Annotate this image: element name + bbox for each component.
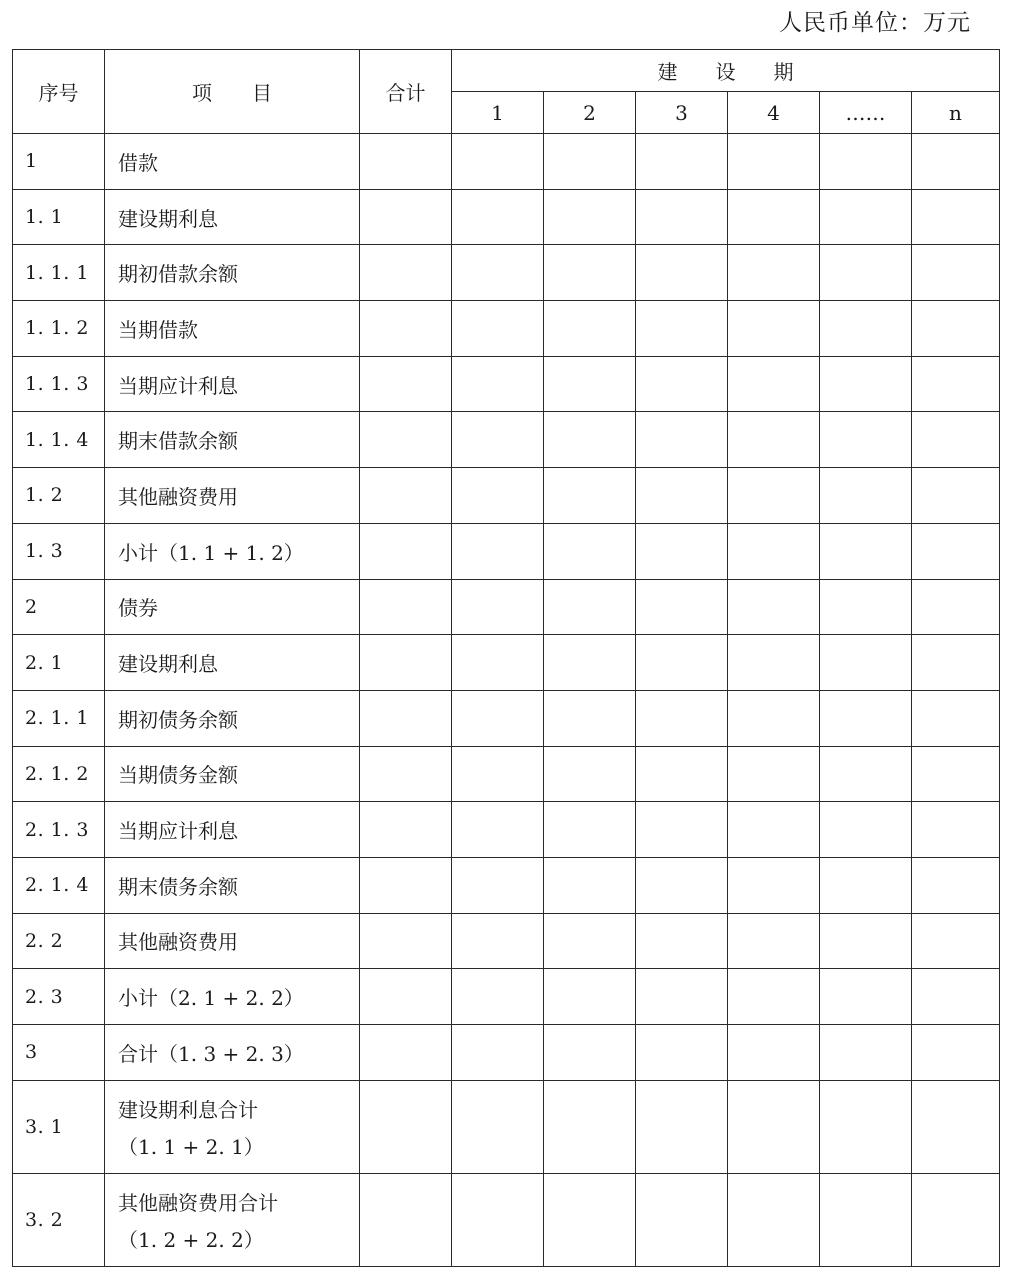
row-item-label: 债券 — [118, 596, 158, 621]
period-cell — [912, 1080, 1000, 1173]
period-cell — [912, 412, 1000, 468]
row-number: 3. 2 — [13, 1173, 105, 1266]
table-row — [13, 690, 1000, 746]
row-item — [105, 468, 360, 524]
row-item — [105, 857, 360, 913]
period-cell — [452, 579, 544, 635]
period-cell — [636, 746, 728, 802]
period-cell — [728, 1080, 820, 1173]
row-item-label: 期初债务余额 — [118, 707, 238, 732]
period-cell — [636, 802, 728, 858]
period-cell — [544, 134, 636, 190]
row-item — [105, 690, 360, 746]
header-period-2: 2 — [544, 92, 636, 134]
period-cell — [912, 468, 1000, 524]
period-cell — [912, 1025, 1000, 1081]
row-item — [105, 579, 360, 635]
table-row — [13, 802, 1000, 858]
period-cell — [912, 802, 1000, 858]
period-cell — [636, 356, 728, 412]
row-item — [105, 635, 360, 691]
period-cell — [912, 969, 1000, 1025]
total-cell — [360, 635, 452, 691]
row-number: 2. 1. 1 — [13, 690, 105, 746]
total-cell — [360, 746, 452, 802]
period-cell — [728, 1173, 820, 1266]
period-cell — [820, 635, 912, 691]
period-cell — [728, 802, 820, 858]
period-cell — [452, 746, 544, 802]
period-cell — [452, 857, 544, 913]
period-cell — [912, 690, 1000, 746]
period-cell — [728, 579, 820, 635]
row-item-label: 建设期利息 — [118, 206, 218, 231]
period-cell — [452, 356, 544, 412]
period-cell — [820, 579, 912, 635]
period-cell — [452, 523, 544, 579]
row-item — [105, 301, 360, 357]
period-cell — [820, 690, 912, 746]
total-cell — [360, 913, 452, 969]
period-cell — [544, 245, 636, 301]
period-cell — [820, 746, 912, 802]
unit-label: 人民币单位：万元 — [779, 10, 971, 36]
table-row — [13, 523, 1000, 579]
total-cell — [360, 134, 452, 190]
row-item-label: 当期借款 — [118, 317, 198, 342]
header-period: 建设期 — [452, 50, 1000, 92]
period-cell — [912, 635, 1000, 691]
row-item — [105, 189, 360, 245]
period-cell — [728, 635, 820, 691]
table-row — [13, 635, 1000, 691]
row-item-label: 其他融资费用 — [118, 484, 238, 509]
period-cell — [820, 245, 912, 301]
period-cell — [728, 301, 820, 357]
total-cell — [360, 245, 452, 301]
period-cell — [544, 523, 636, 579]
period-cell — [728, 356, 820, 412]
row-item-label: 期初借款余额 — [118, 262, 238, 287]
row-number: 2. 1. 3 — [13, 802, 105, 858]
period-cell — [820, 1173, 912, 1266]
period-cell — [820, 301, 912, 357]
period-cell — [820, 523, 912, 579]
period-cell — [452, 1025, 544, 1081]
period-cell — [544, 189, 636, 245]
table-row — [13, 1080, 1000, 1173]
period-cell — [452, 913, 544, 969]
table-row — [13, 134, 1000, 190]
period-cell — [544, 301, 636, 357]
row-item-label: 期末借款余额 — [118, 429, 238, 454]
row-number: 1. 1. 4 — [13, 412, 105, 468]
period-cell — [820, 857, 912, 913]
row-item-label: 其他融资费用合计 — [118, 1190, 278, 1215]
row-item — [105, 1025, 360, 1081]
header-seq: 序号 — [13, 50, 105, 134]
period-cell — [636, 245, 728, 301]
period-cell — [544, 635, 636, 691]
period-cell — [912, 913, 1000, 969]
period-cell — [912, 746, 1000, 802]
table-row — [13, 245, 1000, 301]
period-cell — [636, 1080, 728, 1173]
row-number: 1. 3 — [13, 523, 105, 579]
period-cell — [912, 134, 1000, 190]
table-row — [13, 468, 1000, 524]
table-row — [13, 1025, 1000, 1081]
period-cell — [452, 1080, 544, 1173]
total-cell — [360, 189, 452, 245]
row-item — [105, 746, 360, 802]
row-number: 1 — [13, 134, 105, 190]
row-item-label-line2: （1. 1 + 2. 1） — [118, 1134, 264, 1159]
period-cell — [820, 468, 912, 524]
period-cell — [820, 1080, 912, 1173]
period-cell — [728, 690, 820, 746]
header-period-ellipsis: …… — [820, 92, 912, 134]
row-item-label: 当期应计利息 — [118, 819, 238, 844]
table-row — [13, 579, 1000, 635]
row-item-label: 借款 — [118, 150, 158, 175]
period-cell — [912, 189, 1000, 245]
header-item: 项 目 — [105, 50, 360, 134]
period-cell — [820, 134, 912, 190]
period-cell — [636, 301, 728, 357]
period-cell — [544, 913, 636, 969]
period-cell — [728, 523, 820, 579]
total-cell — [360, 301, 452, 357]
row-item-label: 期末债务余额 — [118, 874, 238, 899]
period-cell — [728, 245, 820, 301]
total-cell — [360, 969, 452, 1025]
row-number: 2. 1. 4 — [13, 857, 105, 913]
period-cell — [544, 802, 636, 858]
row-item — [105, 913, 360, 969]
total-cell — [360, 802, 452, 858]
row-item-label: 小计（1. 1 + 1. 2） — [118, 540, 304, 565]
table-row — [13, 1173, 1000, 1266]
period-cell — [544, 1173, 636, 1266]
row-number: 2. 3 — [13, 969, 105, 1025]
period-cell — [452, 969, 544, 1025]
period-cell — [452, 245, 544, 301]
interest-table — [12, 49, 1000, 1267]
table-row — [13, 189, 1000, 245]
total-cell — [360, 579, 452, 635]
period-cell — [912, 301, 1000, 357]
period-cell — [636, 189, 728, 245]
period-cell — [820, 969, 912, 1025]
row-item-label: 建设期利息合计 — [118, 1097, 258, 1122]
period-cell — [636, 1025, 728, 1081]
row-item-label-line2: （1. 2 + 2. 2） — [118, 1227, 264, 1252]
period-cell — [544, 579, 636, 635]
total-cell — [360, 1173, 452, 1266]
row-item-label: 小计（2. 1 + 2. 2） — [118, 986, 304, 1011]
period-cell — [636, 913, 728, 969]
row-number: 2. 2 — [13, 913, 105, 969]
table-row — [13, 301, 1000, 357]
row-number: 2. 1 — [13, 635, 105, 691]
period-cell — [728, 746, 820, 802]
period-cell — [636, 1173, 728, 1266]
row-item-label: 当期应计利息 — [118, 373, 238, 398]
period-cell — [636, 579, 728, 635]
table-row — [13, 857, 1000, 913]
row-item — [105, 802, 360, 858]
table-row — [13, 969, 1000, 1025]
row-item — [105, 412, 360, 468]
period-cell — [636, 523, 728, 579]
total-cell — [360, 1080, 452, 1173]
row-item — [105, 969, 360, 1025]
period-cell — [912, 523, 1000, 579]
period-cell — [636, 690, 728, 746]
period-cell — [452, 1173, 544, 1266]
row-number: 2 — [13, 579, 105, 635]
period-cell — [452, 635, 544, 691]
row-item — [105, 356, 360, 412]
period-cell — [544, 969, 636, 1025]
table-row — [13, 913, 1000, 969]
period-cell — [728, 913, 820, 969]
period-cell — [452, 189, 544, 245]
row-number: 3 — [13, 1025, 105, 1081]
header-total: 合计 — [360, 50, 452, 134]
row-number: 1. 1. 3 — [13, 356, 105, 412]
period-cell — [452, 468, 544, 524]
period-cell — [544, 1080, 636, 1173]
period-cell — [728, 969, 820, 1025]
period-cell — [544, 746, 636, 802]
period-cell — [728, 412, 820, 468]
period-cell — [728, 857, 820, 913]
period-cell — [820, 802, 912, 858]
period-cell — [544, 412, 636, 468]
period-cell — [452, 690, 544, 746]
row-item — [105, 523, 360, 579]
period-cell — [820, 913, 912, 969]
table-row — [13, 412, 1000, 468]
period-cell — [912, 356, 1000, 412]
period-cell — [912, 857, 1000, 913]
period-cell — [820, 356, 912, 412]
period-cell — [912, 579, 1000, 635]
table-body — [13, 134, 1000, 1267]
period-cell — [544, 1025, 636, 1081]
period-cell — [544, 857, 636, 913]
period-cell — [820, 1025, 912, 1081]
period-cell — [452, 412, 544, 468]
row-number: 2. 1. 2 — [13, 746, 105, 802]
period-cell — [636, 134, 728, 190]
row-item-label: 合计（1. 3 + 2. 3） — [118, 1041, 304, 1066]
total-cell — [360, 857, 452, 913]
period-cell — [544, 356, 636, 412]
row-item — [105, 134, 360, 190]
table-row — [13, 356, 1000, 412]
period-cell — [728, 468, 820, 524]
row-number: 3. 1 — [13, 1080, 105, 1173]
table-row — [13, 746, 1000, 802]
period-cell — [636, 412, 728, 468]
period-cell — [452, 301, 544, 357]
period-cell — [544, 690, 636, 746]
total-cell — [360, 690, 452, 746]
total-cell — [360, 523, 452, 579]
period-cell — [912, 1173, 1000, 1266]
period-cell — [452, 134, 544, 190]
total-cell — [360, 468, 452, 524]
period-cell — [452, 802, 544, 858]
period-cell — [544, 468, 636, 524]
total-cell — [360, 412, 452, 468]
row-item-label: 其他融资费用 — [118, 930, 238, 955]
row-number: 1. 1. 2 — [13, 301, 105, 357]
period-cell — [820, 412, 912, 468]
row-item-label: 建设期利息 — [118, 652, 218, 677]
row-number: 1. 1. 1 — [13, 245, 105, 301]
row-item-label: 当期债务金额 — [118, 763, 238, 788]
period-cell — [820, 189, 912, 245]
row-number: 1. 2 — [13, 468, 105, 524]
period-cell — [728, 189, 820, 245]
header-period-3: 3 — [636, 92, 728, 134]
row-item — [105, 1080, 360, 1173]
period-cell — [912, 245, 1000, 301]
row-item — [105, 1173, 360, 1266]
header-period-1: 1 — [452, 92, 544, 134]
period-cell — [636, 969, 728, 1025]
period-cell — [636, 468, 728, 524]
header-period-n: n — [912, 92, 1000, 134]
header-period-4: 4 — [728, 92, 820, 134]
period-cell — [728, 134, 820, 190]
total-cell — [360, 356, 452, 412]
row-number: 1. 1 — [13, 189, 105, 245]
period-cell — [636, 635, 728, 691]
period-cell — [636, 857, 728, 913]
row-item — [105, 245, 360, 301]
total-cell — [360, 1025, 452, 1081]
period-cell — [728, 1025, 820, 1081]
